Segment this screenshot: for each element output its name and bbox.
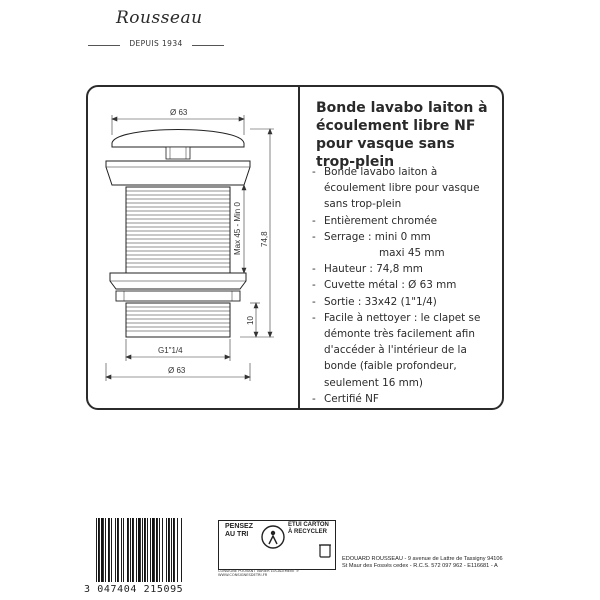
spec-text: Cuvette métal : Ø 63 mm bbox=[324, 279, 457, 292]
cap-dome bbox=[112, 130, 244, 148]
dim-thread-label: G1"1/4 bbox=[158, 346, 183, 355]
brand-since: DEPUIS 1934 bbox=[129, 39, 183, 48]
product-title: Bonde lavabo laiton à écoulement libre NF pour vasque sans trop-plein bbox=[316, 100, 488, 170]
spec-item: - Sortie : 33x42 (1"1/4) bbox=[312, 295, 437, 308]
brand-logo: Rousseau bbox=[116, 8, 203, 28]
spec-text: Bonde lavabo laiton à écoulement libre pour vasque sans trop-plein bbox=[324, 166, 480, 211]
spec-extra: maxi 45 mm bbox=[379, 247, 445, 260]
logo-divider-right bbox=[192, 45, 224, 46]
manufacturer-line-2: St Maur des Fossés cedex - R.C.S. 572 097 962 - E116681 - A bbox=[342, 563, 498, 569]
washer bbox=[116, 291, 240, 301]
spec-text: Entièrement chromée bbox=[324, 214, 438, 227]
dim-bottom-label: Ø 63 bbox=[168, 366, 186, 375]
dim-clamp-label: Max 45 - Min 0 bbox=[233, 202, 242, 255]
spec-text: Hauteur : 74,8 mm bbox=[324, 263, 423, 276]
threaded-body bbox=[126, 187, 230, 273]
logo-divider-left bbox=[88, 45, 120, 46]
spec-text: Serrage : mini 0 mm bbox=[324, 230, 431, 243]
triman-icon bbox=[260, 524, 286, 550]
spec-item: - Cuvette métal : Ø 63 mm bbox=[312, 279, 457, 292]
spec-item: - Facile à nettoyer : le clapet se démonte très facilement afin d'accéder à l'intérieur de la bonde (faible profondeur, seulement 16 mm) bbox=[312, 311, 481, 389]
cap-stem bbox=[166, 147, 190, 159]
manufacturer-info bbox=[342, 556, 512, 570]
spec-text: Facile à nettoyer : le clapet se démonte très facilement afin d'accéder à l'intérieur de la bonde (faible profondeur, seulement 16 mm) bbox=[324, 311, 481, 389]
dim-top-label: Ø 63 bbox=[170, 108, 188, 117]
spec-item: - Certifié NF bbox=[312, 392, 379, 405]
spec-item: - Serrage : mini 0 mm maxi 45 mm bbox=[312, 229, 498, 261]
spec-item: - Bonde lavabo laiton à écoulement libre pour vasque sans trop-plein bbox=[312, 166, 480, 211]
flange bbox=[106, 161, 250, 185]
pensez-au-tri-label: PENSEZ AU TRI bbox=[225, 523, 254, 538]
dim-height-label: 74,8 bbox=[260, 231, 269, 247]
card-divider bbox=[298, 85, 300, 410]
spec-list bbox=[312, 164, 498, 407]
outlet-thread bbox=[126, 303, 230, 337]
etui-carton-label: ETUI CARTON À RECYCLER bbox=[288, 522, 329, 535]
spec-text: Certifié NF bbox=[324, 392, 379, 405]
barcode bbox=[92, 518, 210, 586]
manufacturer-line-1: EDOUARD ROUSSEAU - 9 avenue de Lattre de Tassigny 94106 bbox=[342, 556, 503, 562]
dim-10-label: 10 bbox=[246, 316, 255, 325]
spec-item: - Hauteur : 74,8 mm bbox=[312, 263, 423, 276]
spec-text: Sortie : 33x42 (1"1/4) bbox=[324, 295, 437, 308]
recycle-bin-icon bbox=[318, 542, 332, 558]
technical-drawing bbox=[94, 95, 294, 405]
spec-item: - Entièrement chromée bbox=[312, 214, 438, 227]
barcode-digits: 3 047404 215095 bbox=[84, 584, 184, 595]
consigne-text: CONSIGNE POUVANT VARIER LOCALEMENT > WWW.CONSIGNESDETRI.FR bbox=[218, 569, 300, 577]
